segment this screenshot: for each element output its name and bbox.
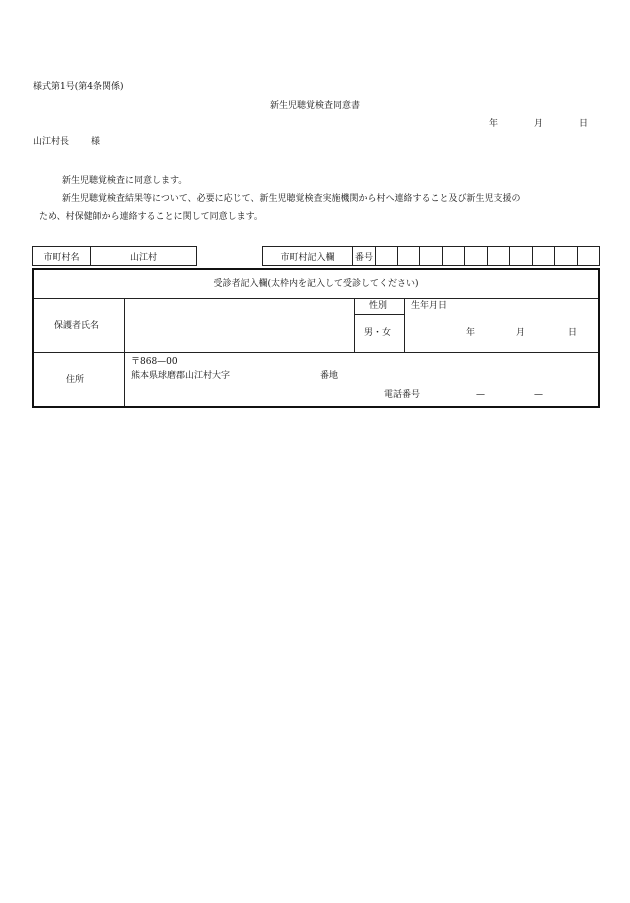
phone-dash: —: [534, 390, 543, 400]
municipality-strip: [32, 246, 600, 266]
addressee: [33, 138, 100, 147]
municipality-value[interactable]: 山江村: [90, 246, 197, 266]
addressee-honorific: 様: [91, 137, 101, 147]
date-month: 月: [533, 119, 543, 129]
number-digit-box[interactable]: [464, 246, 488, 266]
guardian-name-label: 保護者氏名: [54, 321, 100, 331]
consent-statement: 新生児聴覚検査に同意します。: [62, 176, 188, 186]
divider: [354, 314, 404, 315]
birthdate-label: 生年月日: [411, 301, 448, 311]
date-year: 年: [488, 119, 498, 129]
municipality-entry-label: 市町村記入欄: [262, 246, 353, 266]
sex-label: 性別: [369, 301, 388, 311]
number-digit-box[interactable]: [397, 246, 421, 266]
divider: [124, 298, 125, 406]
number-digit-box[interactable]: [487, 246, 511, 266]
postal-code: 〒868—00: [131, 357, 178, 367]
document-title: 新生児聴覚検査同意書: [269, 101, 360, 111]
birth-month: 月: [516, 328, 526, 338]
number-digit-box[interactable]: [577, 246, 601, 266]
birth-day: 日: [568, 328, 578, 338]
divider: [354, 298, 355, 352]
phone-dash: —: [476, 390, 485, 400]
divider: [34, 352, 598, 353]
address-prefix: 熊本県球磨郡山江村大字: [131, 371, 231, 381]
address-label: 住所: [66, 375, 85, 385]
municipality-label: 市町村名: [32, 246, 91, 266]
birth-year: 年: [466, 328, 476, 338]
banchi-label: 番地: [320, 371, 339, 381]
addressee-name: 山江村長: [33, 137, 70, 147]
number-digit-box[interactable]: [509, 246, 533, 266]
number-digit-box[interactable]: [375, 246, 398, 266]
examinee-table: [32, 268, 600, 408]
date-day: 日: [578, 119, 588, 129]
number-digit-box[interactable]: [554, 246, 578, 266]
consent-paragraph-line2: ため、村保健師から連絡することに関して同意します。: [39, 212, 263, 222]
number-digit-box[interactable]: [419, 246, 443, 266]
consent-paragraph-line1: 新生児聴覚検査結果等について、必要に応じて、新生児聴覚検査実施機関から村へ連絡すること及び新生児支援の: [62, 194, 521, 204]
date-line: [489, 120, 588, 129]
section-header: 受診者記入欄(太枠内を記入して受診してください): [213, 279, 419, 289]
divider: [34, 298, 598, 299]
number-digit-box[interactable]: [442, 246, 466, 266]
number-label: 番号: [352, 246, 376, 266]
divider: [404, 298, 405, 352]
phone-label: 電話番号: [384, 390, 421, 400]
sex-options[interactable]: 男・女: [364, 328, 392, 338]
number-digit-box[interactable]: [532, 246, 556, 266]
form-number: 様式第1号(第4条関係): [33, 82, 124, 92]
